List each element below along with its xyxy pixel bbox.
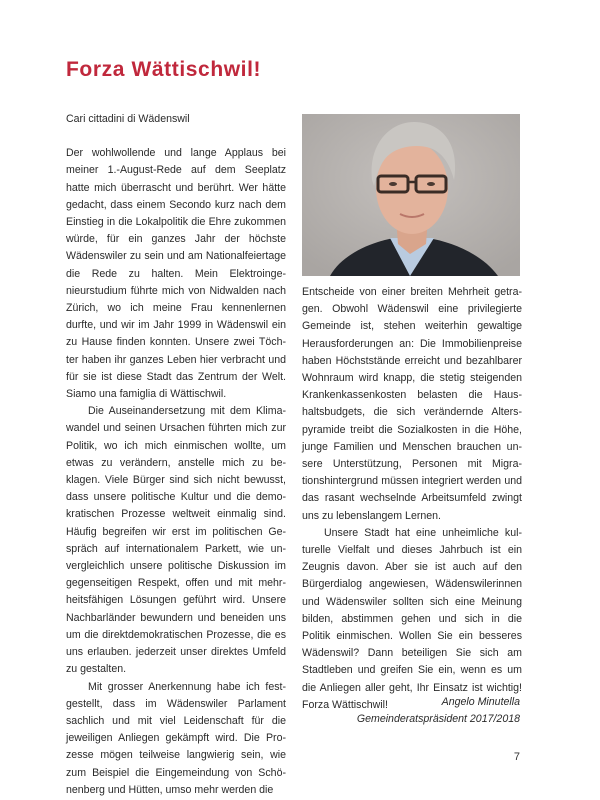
paragraph: Die Auseinandersetzung mit dem Klimawandel und seinen Ursachen führten mich zur Politik, wo ich mich einmischen wollte, um etwas zu verändern, anstelle mich zu beklagen. Viele Bürger sind sich nicht bewusst, dass unsere politische Kultur und die demokratischen Prozesse weltweit einmalig sind. Häufig begreifen wir erst im politischen Gespräch auf internationalem Parkett, wie unvergleichlich unsere politische Diskussion im gegenseitigen Respekt, offen und mit mehrheitsfähigen Lösungen geführt wird. Unsere Nachbarländer bewundern und beneiden uns um die direktdemokratischen Prozesse, die es uns erlauben. jederzeit unser direktes Umfeld zu gestalten. xyxy=(66,405,286,676)
page-number: 7 xyxy=(513,751,520,763)
left-column xyxy=(66,111,286,799)
salutation: Cari cittadini di Wädenswil xyxy=(66,113,190,125)
article-title: Forza Wättischwil! xyxy=(66,58,262,81)
paragraph: Der wohlwollende und lange Applaus bei meiner 1.-August-Rede auf dem Seeplatz hatte mich überrascht und berührt. Wer hätte gedacht, dass einem Secondo kurz nach dem Einstieg in die Lokalpolitik die Ehre zukommen würde, für ein ganzes Jahr der höchste Wädenswiler zu sein und am Nationalfeiertage die Rede zu halten. Mein Elektroingenieurstudium führte mich von Nidwalden nach Zürich, wo ich meine Frau kennenlernen durfte, und wir im Jahr 1999 in Wädenswil ein zu Hause finden konnten. Unsere zwei Töchter haben ihr ganzes Leben hier verbracht und für sie ist diese Stadt das Zentrum der Welt. Siamo una famiglia di Wättischwil. xyxy=(66,147,286,401)
paragraph: Unsere Stadt hat eine unheimliche kulturelle Vielfalt und dieses Jahrbuch ist ein Zeugnis davon. Aber sie ist auch auf den Bürgerdialog angewiesen, Wädenswilerinnen und Wädenswiler sollten sich eine Meinung bilden, abstimmen gehen und sich in die Politik einmischen. Wollen Sie ein besseres Wädenswil? Dann beteiligen Sie sich am Stadtleben und greifen Sie ein, wenn es um die Anliegen aller geht, Ihr Einsatz ist wichtig! Forza Wättischwil! xyxy=(302,526,522,711)
right-column xyxy=(302,284,522,714)
paragraph: Mit grosser Anerkennung habe ich festgestellt, dass im Wädenswiler Parlament sachlich und mit viel Leidenschaft für die jeweiligen Anliegen gekämpft wird. Die Prozesse mögen teilweise langwierig sein, wie zum Beispiel die Eingemeindung von Schönenberg und Hütten, umso mehr werden die xyxy=(66,680,286,796)
signature-block xyxy=(302,694,520,728)
paragraph: Entscheide von einer breiten Mehrheit getragen. Obwohl Wädenswil eine privilegierte Gemeinde ist, stehen weiterhin gewaltige Herausforderungen an: Die Immobilienpreise haben Höchststände erreicht und bezahlbarer Wohnraum wird knapp, die stetig steigenden Krankenkassenkosten belasten die Haushaltsbudgets, die sich verändernde Alterspyramide treibt die Sozialkosten in die Höhe, junge Familien und Menschen brauchen unsere Unterstützung, Personen mit Migrationshintergrund müssen integriert werden und das rasant wechselnde Arbeitsumfeld zwingt uns zu lebenslangem Lernen. xyxy=(302,286,522,522)
signature-role: Gemeinderatspräsident 2017/2018 xyxy=(356,713,520,726)
signature-name: Angelo Minutella xyxy=(441,696,520,708)
portrait-photo xyxy=(302,114,520,276)
